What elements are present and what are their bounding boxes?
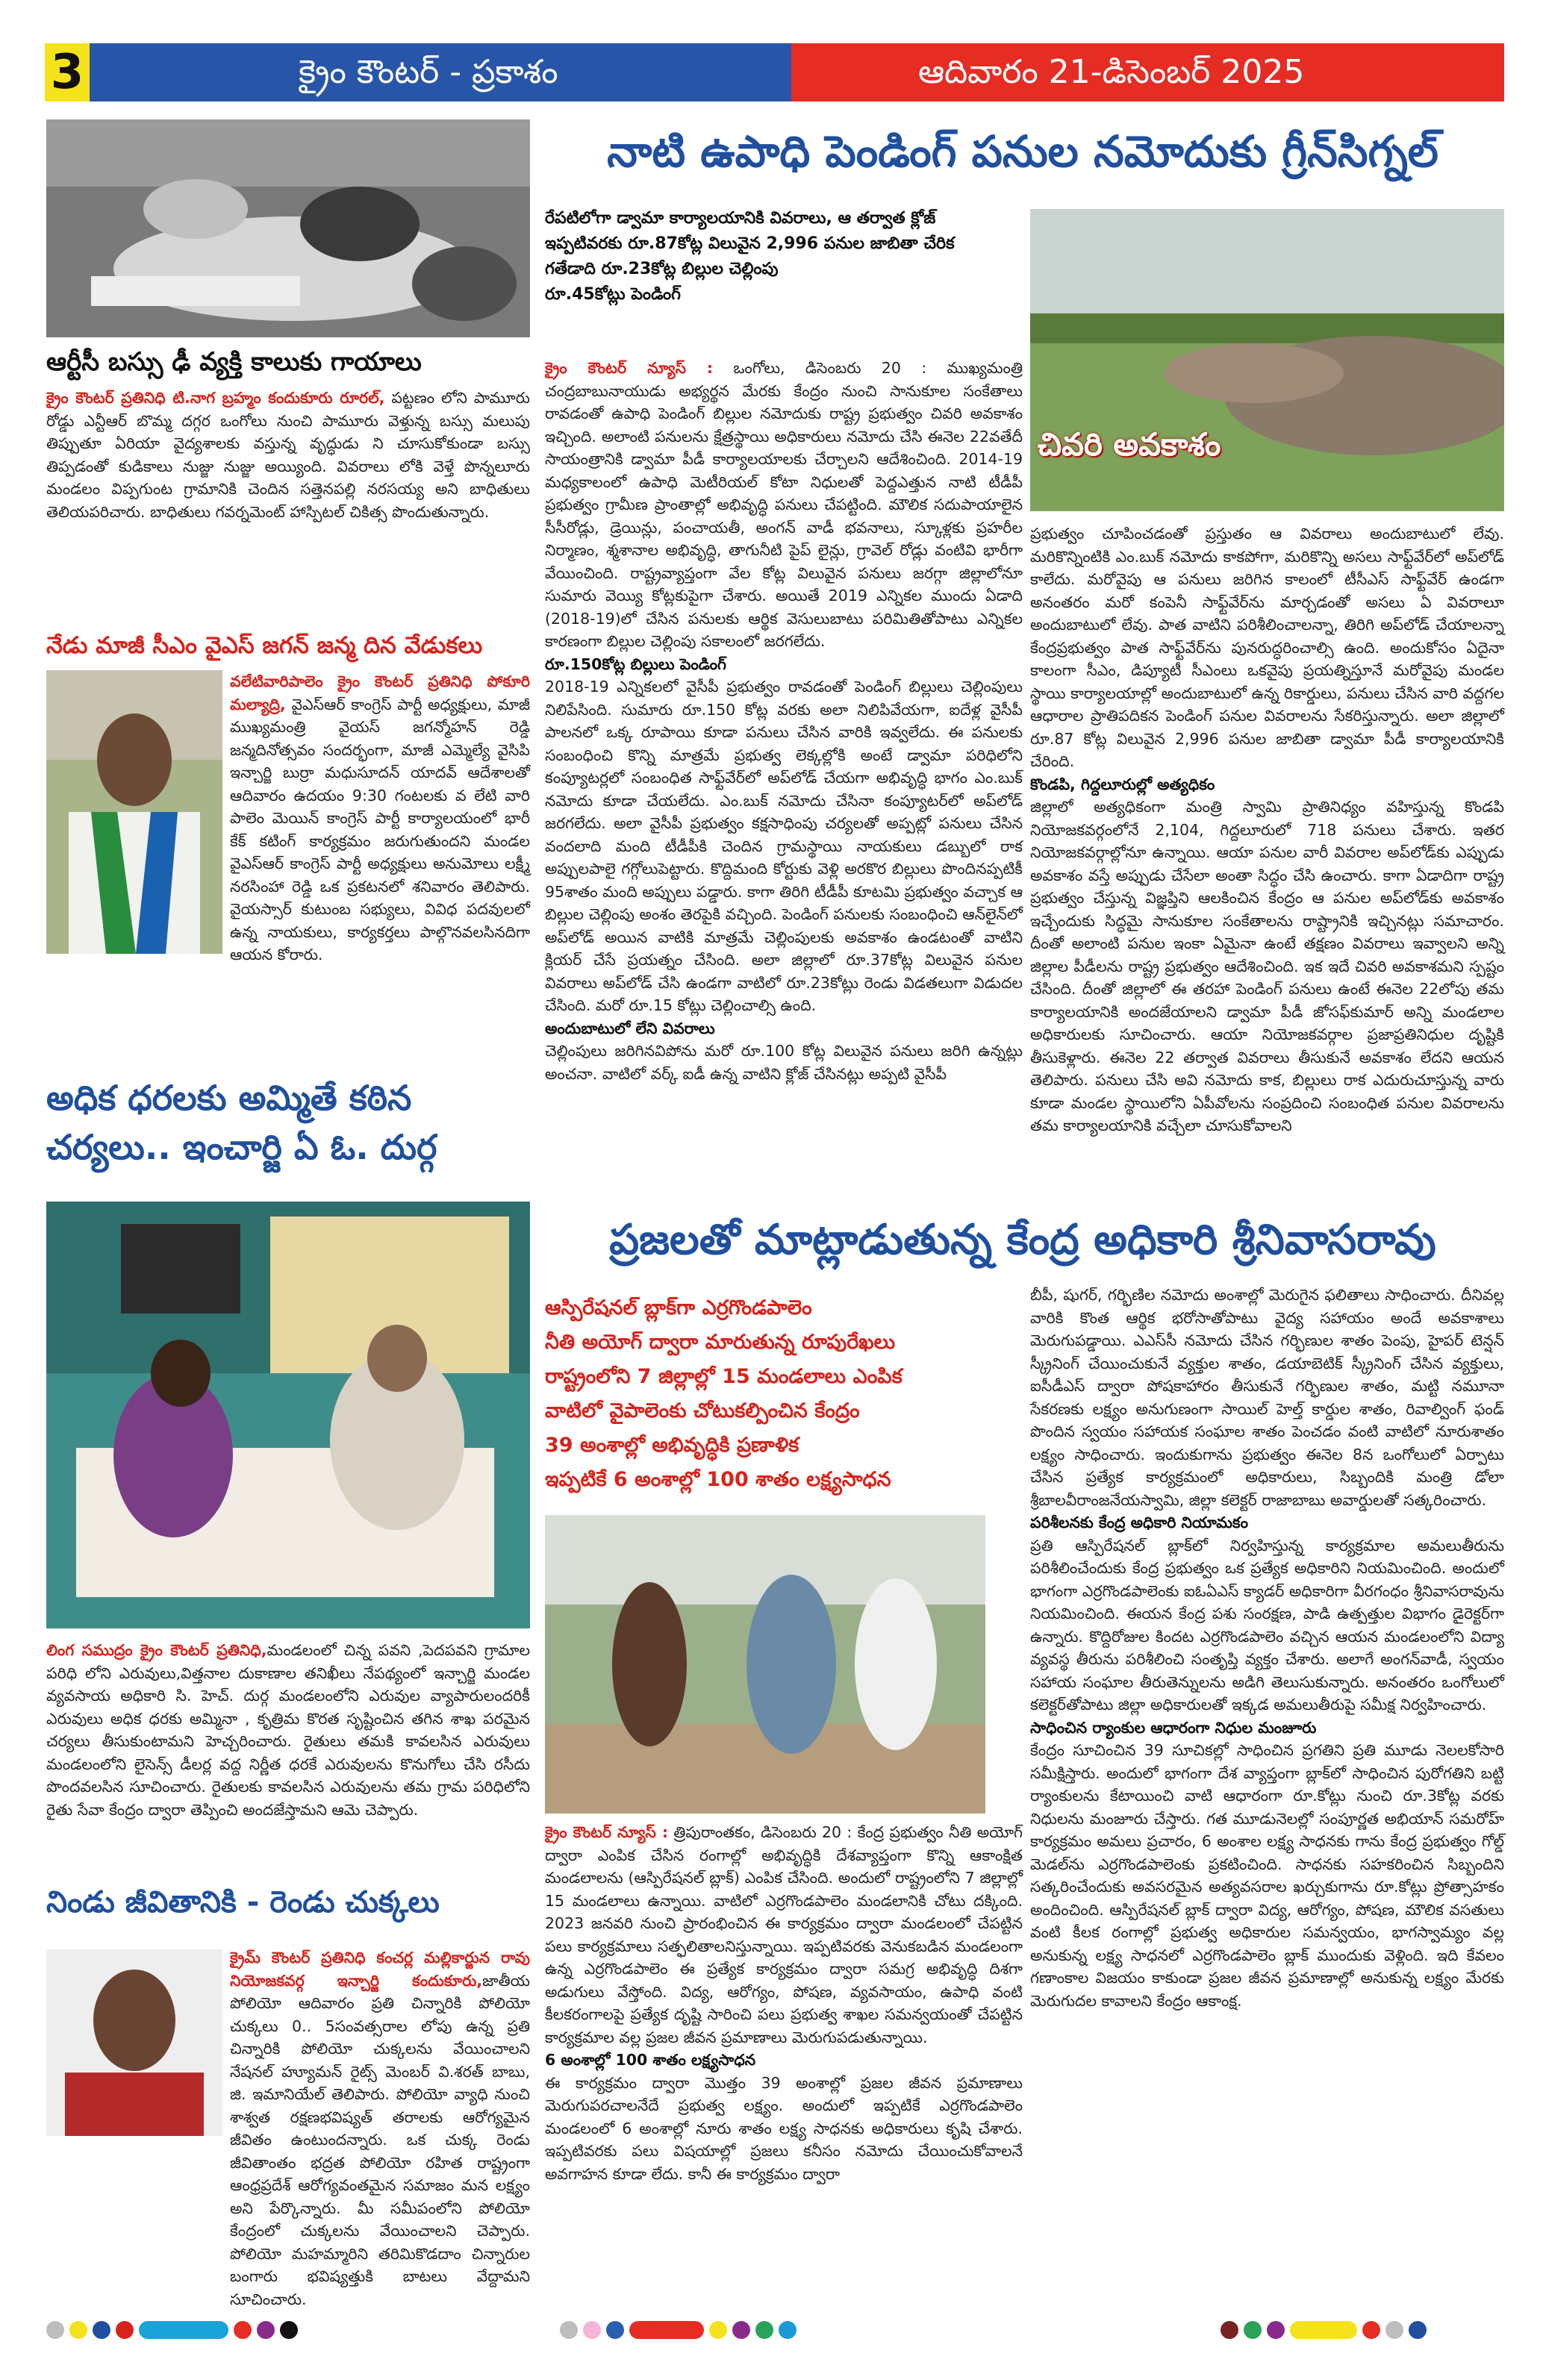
prices-article xyxy=(46,1639,530,1821)
accident-photo xyxy=(46,119,530,337)
officer-body1: త్రిపురాంతకం, డిసెంబరు 20 : కేంద్ర ప్రభుత్వం నీతి అయోగ్ ద్వారా ఎంపిక చేసిన రంగాల్లో అభివృద్ధికి దేశవ్యాప్తంగా కొన్ని ఆకాంక్షిత మండలాలను (ఆస్పిరేషనల్ బ్లాక్) ఎంపిక చేసింది. అందులో రాష్ట్రంలోని 7 జిల్లాల్లో 15 మండలాలు ఉన్నాయి. వాటిలో ఎర్రగొండపాలెం మండలానికి చోటు దక్కింది. 2023 జనవరి నుంచి ప్రారంభించిన ఈ కార్యక్రమం ద్వారా మండలంలో చేపట్టిన పలు కార్యక్రమాలు సత్ఫలితాలనిస్తున్నాయి. ఇప్పటివరకు వెనుకబడిన మండలంగా ఉన్న ఎర్రగొండపాలెం ఈ ప్రత్యేక కార్యక్రమం ద్వారా సమగ్ర అభివృద్ధి దిశగా అడుగులు వేస్తోంది. విద్య, ఆరోగ్యం, పోషణ, వ్యవసాయం, ఉపాధి వంటి కీలకరంగాలపై ప్రత్యేక దృష్టి సారించి పలు ప్రభుత్వ శాఖల సమన్వయంతో చేపట్టిన కార్యక్రమాల వల్ల ప్రజల జీవన ప్రమాణాలు మెరుగుపడుతున్నాయి. xyxy=(545,1823,1023,2046)
upadhi-article-col2 xyxy=(1030,522,1504,1137)
officer-headline: ప్రజలతో మాట్లాడుతున్న కేంద్ర అధికారి శ్రీనివాసరావు xyxy=(609,1216,1436,1264)
upadhi-photo xyxy=(1030,209,1504,511)
color-dot xyxy=(583,2321,601,2339)
issue-date: ఆదివారం 21-డిసెంబర్ 2025 xyxy=(791,43,1504,101)
color-dot xyxy=(257,2321,275,2339)
upadhi-dateline: క్రైం కౌంటర్ న్యూస్ : xyxy=(545,359,714,377)
color-dot xyxy=(732,2321,750,2339)
jagan-photo xyxy=(46,670,222,954)
color-bar xyxy=(1290,2321,1357,2339)
upadhi-subhead: రేపటిలోగా డ్వామా కార్యాలయానికి వివరాలు, ఆ తర్వాత క్లోజ్ xyxy=(545,209,936,228)
officer-body4: ప్రతి ఆస్పిరేషనల్ బ్లాక్‌లో నిర్వహిస్తున్న కార్యక్రమాల అమలుతీరును పరిశీలించేందుకు కేంద్ర ప్రభుత్వం ఒక ప్రత్యేక అధికారిని నియమించింది. అందులో భాగంగా ఎర్రగొండపాలెంకు ఐఓఏఎస్ క్యాడర్ అధికారిగా వీరగంధం శ్రీనివాసరావును నియమించింది. ఈయన కేంద్ర పశు సంరక్షణ, పాడి ఉత్పత్తుల విభాగం డైరెక్టర్‌గా ఉన్నారు. కొద్దిరోజుల కిందట ఎర్రగొండపాలెం వచ్చిన ఆయన మండలంలోని విద్యా వ్యవస్థ తీరును పరిశీలించి సంతృప్తి వ్యక్తం చేశారు. అలాగే అంగన్‌వాడీ, స్వయం సహాయ సంఘాల తీరుతెన్నులను అడిగి తెలుసుకున్నారు. అనంతరం ఒంగోలులో కలెక్టర్‌తోపాటు జిల్లా అధికారులతో ఇక్కడ అమలుతీరుపై సమీక్ష నిర్వహించారు. xyxy=(1030,1536,1504,1714)
upadhi-subhead: ఇప్పటివరకు రూ.87కోట్ల విలువైన 2,996 పనుల జాబితా చేరిక xyxy=(545,234,955,253)
upadhi-headline: నాటి ఉపాధి పెండింగ్ పనుల నమోదుకు గ్రీన్‌సిగ్నల్ xyxy=(607,126,1438,177)
polio-body: జాతీయ పోలియో ఆదివారం ప్రతి చిన్నారికి పోలియో చుక్కలు 0.. 5సంవత్సరాల లోపు ఉన్న ప్రతి చిన్నారికి పోలియో చుక్కలను వేయించాలని నేషనల్ హ్యూమన్ రైట్స్ మెంబర్ వి.శరత్ బాబు, జి. ఇమానియేల్ తెలిపారు. పోలియో వ్యాధి నుంచి శాశ్వత రక్షణభవిష్యత్ తరాలకు ఆరోగ్యమైన జీవితం ఉంటుందన్నారు. ఒక చుక్క రెండు జీవితాంతం భద్రత పోలియో రహిత రాష్ట్రంగా ఆంధ్రప్రదేశ్ ఆరోగ్యవంతమైన సమాజం మన లక్ష్యం అని పేర్కొన్నారు. మీ సమీపంలోని పోలియో కేంద్రంలో చుక్కలను వేయించాలని చెప్పారు. పోలియో మహమ్మారిని తరిమికొడదాం చిన్నారుల బంగారు భవిష్యత్తుకి బాటలు వేద్దామని సూచించారు. xyxy=(230,1971,530,2308)
officer-bullet: 39 అంశాల్లో అభివృద్ధికి ప్రణాళిక xyxy=(545,1434,799,1457)
prices-dateline: లింగ సముద్రం క్రైం కౌంటర్ ప్రతినిధి, xyxy=(46,1641,267,1659)
page-number: 3 xyxy=(45,43,90,101)
color-dot xyxy=(1267,2321,1285,2339)
color-dot xyxy=(116,2321,134,2339)
color-dot xyxy=(709,2321,727,2339)
officer-bullet: వాటిలో వైపాలెంకు చోటుకల్పించిన కేంద్రం xyxy=(545,1399,860,1422)
color-dot xyxy=(69,2321,87,2339)
upadhi-body4: ప్రభుత్వం చూపించడంతో ప్రస్తుతం ఆ వివరాలు అందుబాటులో లేవు. మరికొన్నింటికి ఎం.బుక్ నమోదు కాకపోగా, మరికొన్ని అసలు సాఫ్ట్‌వేర్‌లో అప్‌లోడ్ కాలేదు. మరోవైపు ఆ పనులు జరిగిన కాలంలో టీసీఎస్ సాఫ్ట్‌వేర్ ఉండగా అనంతరం మరో కంపెనీ సాఫ్ట్‌వేర్‌ను మార్చడంతో అసలు ఏ వివరాలూ అందుబాటులో లేవు. పాత వాటిని పరిశీలించాలన్నా, తిరిగి అప్‌లోడ్ చేయాలన్నా కేంద్రప్రభుత్వం పాత సాఫ్ట్‌వేర్‌ను పునరుద్ధరించాల్సి ఉంది. అందుకోసం ఏదైనా కాలంగా సీఎం, డిప్యూటీ సీఎంలు ఒకవైపు ప్రయత్నిస్తూనే మరోవైపు మండల స్థాయి కార్యాలయాల్లో అందుబాటులో ఉన్న రికార్డులు, పనులు చేసిన వారి వద్దగల ఆధారాల ప్రాతిపదికన పెండింగ్ పనుల వివరాలను సేకరిస్తున్నారు. అలా జిల్లాలో రూ.87 కోట్ల విలువైన 2,996 పనుల జాబితా డ్వామా పీడీ కార్యాలయానికి చేరింది. xyxy=(1030,525,1504,770)
officer-crosshead: పరిశీలనకు కేంద్ర అధికారి నియామకం xyxy=(1030,1514,1248,1531)
polio-article xyxy=(230,1946,530,2311)
officer-crosshead: సాధించిన ర్యాంకుల ఆధారంగా నిధుల మంజూరు xyxy=(1030,1718,1317,1737)
upadhi-body2: 2018-19 ఎన్నికలలో వైసీపీ ప్రభుత్వం రావడంతో పెండింగ్ బిల్లులు చెల్లింపులు నిలిపేసింది. సుమారు రూ.150 కోట్ల వరకు అలా నిలిపివేయగా, ఐదేళ్ల వైసీపీ పాలనలో ఒక్క రూపాయి కూడా పనులు చేసిన వారికి ఇవ్వలేదు. ఈ పనులకు సంబంధించి కొన్ని మాత్రమే ప్రభుత్వ లెక్కల్లోకి అంటే డ్వామా పరిధిలోని కంప్యూటర్లలో సంబంధిత సాఫ్ట్‌వేర్‌లో అప్‌లోడ్ చేయగా అభివృద్ధి భాగం ఎం.బుక్ నమోదు కూడా చేయలేదు. ఎం.బుక్ నమోదు చేసినా కంప్యూటర్‌లో అప్‌లోడ్ జరగలేదు. అలా వైసీపీ ప్రభుత్వం కక్షసాధింపు చర్యలతో అప్పట్లో పనులు చేసిన వందలాది మంది టీడీపీకి చెందిన గ్రామస్థాయి నాయకులు డబ్బులో రాక అప్పులపాలై గగ్గోలుపెట్టారు. కొద్దిమంది కోర్టుకు వెళ్లి అరకొర బిల్లులు పొందినప్పటికీ 95శాతం మంది అప్పులు పడ్డారు. కాగా తిరిగి టీడీపీ కూటమి ప్రభుత్వం వచ్చాక ఆ బిల్లుల చెల్లింపు అంశం తెరపైకి వచ్చింది. పెండింగ్ పనులకు సంబంధించి ఆన్‌లైన్‌లో అప్‌లోడ్ అయిన వాటికి మాత్రమే చెల్లింపులకు అవకాశం ఉండటంతో వాటిని క్లియర్ చేసే ప్రయత్నం చేసింది. అలా జిల్లాలో రూ.37కోట్ల విలువైన పనుల వివరాలు అప్‌లోడ్ చేసి ఉండగా వాటిలో రూ.23కోట్లు రెండు విడతలుగా విడుదల చేసింది. మరో రూ.15 కోట్లు చెల్లించాల్సి ఉంది. xyxy=(545,678,1023,1014)
officer-photo xyxy=(545,1515,985,1814)
jagan-body: వైఎస్ఆర్ కాంగ్రెస్ పార్టీ అధ్యక్షులు, మాజీ ముఖ్యమంత్రి వైయస్ జగన్మోహన్ రెడ్డి జన్మదినోత్సవం సందర్భంగా, మాజీ ఎమ్మెల్యే వైసిపి ఇన్చార్జి బుర్రా మధుసూదన్ యాదవ్ ఆదేశాలతో ఆదివారం ఉదయం 9:30 గంటలకు వ లేటి వారి పాలెం మెయిన్ కాంగ్రెస్ పార్టీ కార్యాలయంలో భారీ కేక్ కటింగ్ కార్యక్రమం జరుగుతుందని మండల వైఎస్ఆర్ కాంగ్రెస్ పార్టీ అధ్యక్షులు అనుమోలు లక్ష్మీ నరసింహా రెడ్డి ఒక ప్రకటనలో శనివారం తెలిపారు. వైయస్సార్ కుటుంబ సభ్యులు, వివిధ పదవులలో ఉన్న నాయకులు, కార్యకర్తలు పాల్గొనవలసినదిగా ఆయన కోరారు. xyxy=(230,695,530,963)
polio-photo xyxy=(46,1949,222,2136)
prices-body: మండలంలో చిన్న పవని ,పెదపవని గ్రామాల పరిధి లోని ఎరువులు,విత్తనాల దుకాణాల తనిఖీలు నేపథ్యంలో ఇన్చార్జి మండల వ్యవసాయ అధికారి సి. హెచ్. దుర్గ మండలంలోని ఎరువుల వ్యాపారులందరికీ ఎరువులు అధిక ధరకు అమ్మినా , కృత్రిమ కొరత సృష్టించిన తగిన శాఖ పరమైన చర్యలు తీసుకుంటామని హెచ్చరించారు. రైతులు తమకి కావలసిన ఎరువులు మండలంలోని లైసెన్స్ డీలర్ల వద్ద నిర్ణీత ధరకే ఎరువులను కొనుగోలు చేసి రసీదు పొందవలసిన సూచించారు. రైతులకు కావలసిన ఎరువులను తమ గ్రామ పరిధిలోని రైతు సేవా కేంద్రం ద్వారా తెప్పించి అందజేస్తామని ఆమె చెప్పారు. xyxy=(46,1641,530,1819)
footer-color-strip-middle xyxy=(560,2321,797,2339)
officer-body5: కేంద్రం సూచించిన 39 సూచికల్లో సాధించిన ప్రగతిని ప్రతి మూడు నెలలకోసారి సమీక్షిస్తారు. అందులో భాగంగా దేశ వ్యాప్తంగా బ్లాక్‌లో సాధించిన పురోగతిని బట్టి ర్యాంకులను కేటాయించి వాటి ఆధారంగా రూ.కోట్లు నుంచి రూ.3కోట్ల వరకు నిధులను మంజూరు చేస్తారు. గత మూడునెలల్లో సంపూర్ణత అభియాన్ సమరోహ్ కార్యక్రమం అమలు ప్రచారం, 6 అంశాల లక్ష్య సాధనకు గాను కేంద్ర ప్రభుత్వం గోల్డ్ మెడల్‌ను ఎర్రగొండపాలెంకు ప్రకటించింది. సాధనకు సహకరించిన సిబ్బందిని సత్కరించేందుకు అవసరమైన అత్యవసరాల ఖర్చుకుగాను రూ.కోట్లు ప్రోత్సాహకం అందించింది. ఆస్పిరేషనల్ బ్లాక్ ద్వారా విద్య, ఆరోగ్యం, పోషణ, మౌలిక వసతులు వంటి కీలక రంగాల్లో ప్రభుత్వ అధికారుల సమన్వయం, భాగస్వామ్యం వల్ల అనుకున్న లక్ష్య సాధనలో ఎర్రగొండపాలెం బ్లాక్ ముందుకు వెళ్లింది. ఇది కేవలం గణాంకాల విజయం కాకుండా ప్రజల జీవన ప్రమాణాల్లో అనుకున్న లక్ష్యం మేరకు మెరుగుదల కావాలని కేంద్రం ఆకాంక్ష. xyxy=(1030,1741,1504,2010)
color-dot xyxy=(606,2321,624,2339)
footer-color-strip-right xyxy=(1221,2321,1427,2339)
footer-color-strip-left xyxy=(46,2321,298,2339)
accident-dateline: క్రైం కౌంటర్ ప్రతినిధి టి.నాగ బ్రహ్మం కందుకూరు రూరల్, xyxy=(46,389,385,407)
upadhi-subheads xyxy=(545,206,1023,307)
upadhi-article-col1 xyxy=(545,357,1023,1085)
color-dot xyxy=(560,2321,578,2339)
accident-body: పట్టణం లోని పామూరు రోడ్డు ఎన్టీఆర్ బొమ్మ దగ్గర ఒంగోలు నుంచి పామూరు వెళ్తున్న బస్సు మలుపు తిప్పుతూ ఏరియా వైద్యశాలకు వస్తున్న వృద్ధుడు ని చూసుకోకుండా బస్సు తిప్పడంతో కుడికాలు నుజ్జు నుజ్జు అయ్యింది. వివరాలు లోకి వెళ్తే పొన్నలూరు మండలం విప్పగుంట గ్రామానికి చెందిన సత్తెనపల్లి నరసయ్య అని బాధితులు తెలియపరిచారు. బాధితులు గవర్నమెంట్ హాస్పిటల్ చికిత్స పొందుతున్నారు. xyxy=(46,389,530,521)
officer-bullets xyxy=(545,1291,1023,1497)
officer-bullet: ఇప్పటికే 6 అంశాల్లో 100 శాతం లక్ష్యసాధన xyxy=(545,1468,891,1491)
officer-article-col1 xyxy=(545,1821,1023,2185)
officer-bullet: రాష్ట్రంలోని 7 జిల్లాల్లో 15 మండలాలు ఎంపిక xyxy=(545,1365,903,1388)
polio-dateline: క్రైమ్ కౌంటర్ ప్రతినిధి కంచర్ల మల్లికార్జున రావు నియోజకవర్గ ఇన్చార్జి కందుకూరు, xyxy=(230,1949,530,1990)
officer-body3: బీపీ, షుగర్, గర్భిణిల నమోదు అంశాల్లో మెరుగైన ఫలితాలు సాధించారు. దీనివల్ల వారికి కొంత ఆర్థిక భరోసాతోపాటు వైద్య సహాయం అందే అవకాశాలు మెరుగుపడ్డాయి. ఎఎస్‌సీ నమోదు చేసిన గర్భిణుల శాతం పెంపు, హైపర్ టెన్షన్ స్క్రీనింగ్ చేయించుకునే వ్యక్తుల శాతం, డయాబెటిక్ స్క్రీనింగ్ చేసిన వ్యక్తులు, ఐసీడీఎస్ ద్వారా పోషకాహారం తీసుకునే గర్భిణుల శాతం, మట్టి నమూనా సేకరణకు లక్ష్యం అనుగుణంగా సాయిల్ హెల్త్ కార్డుల శాతం, రివాల్వింగ్ ఫండ్ పొందిన స్వయం సహాయక సంఘాల శాతం పెంచడం వంటి వాటిలో నూరుశాతం లక్ష్యం సాధించారు. ఇందుకుగాను ప్రభుత్వం ఈనెల 8న ఒంగోలులో ఏర్పాటు చేసిన ప్రత్యేక కార్యక్రమంలో అధికారులు, సిబ్బందికి మంత్రి డోలా శ్రీబాలవీరాంజనేయస్వామి, జిల్లా కలెక్టర్ రాజాబాబు అవార్డులతో సత్కరించారు. xyxy=(1030,1286,1504,1509)
officer-crosshead: 6 అంశాల్లో 100 శాతం లక్ష్యసాధన xyxy=(545,2051,756,2069)
color-dot xyxy=(779,2321,797,2339)
polio-headline: నిండు జీవితానికి - రెండు చుక్కలు xyxy=(46,1885,440,1920)
officer-dateline: క్రైం కౌంటర్ న్యూస్ : xyxy=(545,1823,669,1841)
officer-bullet: నీతి అయోగ్ ద్వారా మారుతున్న రూపురేఖలు xyxy=(545,1331,896,1354)
accident-article xyxy=(46,387,530,523)
jagan-dateline: వలేటివారిపాలెం క్రైం కౌంటర్ ప్రతినిధి పోకూరి మల్యాద్రి, xyxy=(230,672,530,713)
upadhi-body3: చెల్లింపులు జరిగినవిపోను మరో రూ.100 కోట్ల విలువైన పనులు జరిగి ఉన్నట్లు అంచనా. వాటిలో వర్క్ ఐడీ ఉన్న వాటిని క్లోజ్ చేసినట్లు అప్పటి వైసీపీ xyxy=(545,1042,1023,1083)
color-dot xyxy=(1221,2321,1238,2339)
upadhi-crosshead: అందుబాటులో లేని వివరాలు xyxy=(545,1019,715,1037)
officer-body2: ఈ కార్యక్రమం ద్వారా మొత్తం 39 అంశాల్లో ప్రజల జీవన ప్రమాణాలు మెరుగుపరచాలనేదే ప్రభుత్వ లక్ష్యం. అందులో ఇప్పటికే ఎర్రగొండపాలెం మండలంలో 6 అంశాల్లో నూరు శాతం లక్ష్య సాధనకు అధికారులు కృషి చేశారు. ఇప్పటివరకు పలు విషయాల్లో ప్రజలు కనీసం నమోదు చేయించుకోవాలనే అవగాహన కూడా లేదు. కానీ ఈ కార్యక్రమం ద్వారా xyxy=(545,2073,1023,2183)
officer-article-col2 xyxy=(1030,1284,1504,2012)
prices-photo xyxy=(46,1202,530,1628)
upadhi-crosshead: కొండపి, గిద్దలూరుల్లో అత్యధికం xyxy=(1030,775,1215,793)
color-bar xyxy=(139,2321,228,2339)
accident-headline: ఆర్టీసీ బస్సు ఢీ వ్యక్తి కాలుకు గాయాలు xyxy=(46,347,422,377)
color-dot xyxy=(1244,2321,1262,2339)
color-dot xyxy=(234,2321,252,2339)
prices-headline: అధిక ధరలకు అమ్మితే కఠిన చర్యలు.. ఇంచార్జి ఏ ఓ. దుర్గ xyxy=(46,1078,437,1167)
color-dot xyxy=(280,2321,298,2339)
paper-title: క్రైం కౌంటర్ - ప్రకాశం xyxy=(90,43,791,101)
color-dot xyxy=(93,2321,110,2339)
color-dot xyxy=(1362,2321,1380,2339)
jagan-headline: నేడు మాజీ సీఎం వైఎస్ జగన్ జన్మ దిన వేడుకలు xyxy=(46,632,483,659)
upadhi-body5: జిల్లాలో అత్యధికంగా మంత్రి స్వామి ప్రాతినిధ్యం వహిస్తున్న కొండపి నియోజకవర్గంలోనే 2,104, గిద్దలూరులో 718 పనులు చేశారు. ఇతర నియోజకవర్గాల్లోనూ ఉన్నాయి. ఆయా పనుల వారీ వివరాల అప్‌లోడ్‌కు ఎప్పుడు అవకాశం వస్తే అప్పుడు చేసేలా అంతా సిద్ధం చేసి ఉంచారు. కాగా ఏడాదిగా రాష్ట్ర ప్రభుత్వం చేస్తున్న విజ్ఞప్తిని ఆలకించిన కేంద్రం ఆ పనుల అప్‌లోడ్‌కు అవకాశం ఇచ్చేందుకు సిద్ధమై సానుకూల సంకేతాలను రాష్ట్రానికి ఇచ్చినట్లు సమాచారం. దీంతో అలాంటి పనుల ఇంకా ఏమైనా ఉంటే తక్షణం వివరాలు ఇవ్వాలని అన్ని జిల్లాల పీడీలను రాష్ట్ర ప్రభుత్వం ఆదేశించింది. ఇక ఇదే చివరి అవకాశమని స్పష్టం చేసింది. దీంతో జిల్లాలో ఈ తరహా పెండింగ్ పనులు ఉంటే ఈనెల 22లోపు తమ కార్యాలయానికి అందజేయాలని డ్వామా పీడీ జోసఫ్‌కుమార్ అన్ని మండలాల అధికారులకు సూచించారు. ఆయా నియోజకవర్గాల ప్రజాప్రతినిధుల దృష్టికి తీసుకెళ్లారు. ఈనెల 22 తర్వాత వివరాలు తీసుకునే అవకాశం లేదని ఆయన తెలిపారు. పనులు చేసి అవి నమోదు కాక, బిల్లులు రాక ఎదురుచూస్తున్న వారు కూడా మండల స్థాయిలోని ఏపీవోలను సంప్రదించి సంబంధిత పనుల వివరాలను తమ కార్యాలయానికి వచ్చేలా చూసుకోవాలని xyxy=(1030,798,1504,1134)
upadhi-crosshead: రూ.150కోట్ల బిల్లులు పెండింగ్ xyxy=(545,655,726,673)
upadhi-subhead: గతేడాది రూ.23కోట్ల బిల్లుల చెల్లింపు xyxy=(545,260,779,278)
color-dot xyxy=(1385,2321,1403,2339)
upadhi-body1: ఒంగోలు, డిసెంబరు 20 : ముఖ్యమంత్రి చంద్రబాబునాయుడు అభ్యర్థన మేరకు కేంద్రం నుంచి సానుకూల సంకేతాలు రావడంతో ఉపాధి పెండింగ్ బిల్లుల నమోదుకు రాష్ట్ర ప్రభుత్వం చివరి అవకాశం ఇచ్చింది. అలాంటి పనులను క్షేత్రస్థాయి అధికారులు నమోదు చేసి ఈనెల 22వతేదీ సాయంత్రానికి డ్వామా పీడీ కార్యాలయాలకు చేర్చాలని ఆదేశించింది. 2014-19 మధ్యకాలంలో ఉపాధి మెటీరియల్ కోటా నిధులతో పెద్దఎత్తున నాటి టీడీపీ ప్రభుత్వం గ్రామీణ ప్రాంతాల్లో అభివృద్ధి పనులు చేపట్టింది. మౌలిక సదుపాయాలైన సీసీరోడ్లు, డ్రెయిన్లు, పంచాయతీ, అంగన్ వాడీ భవనాలు, స్కూళ్లకు ప్రహరీల నిర్మాణం, శ్మశానాల అభివృద్ధి, తాగునీటి పైప్ లైన్లు, గ్రావెల్ రోడ్లు వంటివి భారీగా వేయించింది. రాష్ట్రవ్యాప్తంగా వేల కోట్ల విలువైన పనులు జరగ్గా జిల్లాలోనూ సుమారు వెయ్యి కోట్లకుపైగా చేశారు. అయితే 2019 ఎన్నికల ముందు ఏడాది (2018-19)లో చేసిన పనులకు ఆర్థిక వెసులుబాటు పరిమితితోపాటు ఎన్నికల కారణంగా బిల్లుల చెల్లింపు సకాలంలో జరగలేదు. xyxy=(545,359,1023,650)
upadhi-subhead: రూ.45కోట్లు పెండింగ్ xyxy=(545,285,681,304)
color-dot xyxy=(755,2321,773,2339)
officer-bullet: ఆస్పిరేషనల్ బ్లాక్‌గా ఎర్రగొండపాలెం xyxy=(545,1296,812,1319)
color-bar xyxy=(629,2321,704,2339)
color-dot xyxy=(1409,2321,1427,2339)
upadhi-photo-caption: చివరి అవకాశం xyxy=(1038,426,1221,463)
jagan-article-top xyxy=(230,670,530,966)
color-dot xyxy=(46,2321,64,2339)
